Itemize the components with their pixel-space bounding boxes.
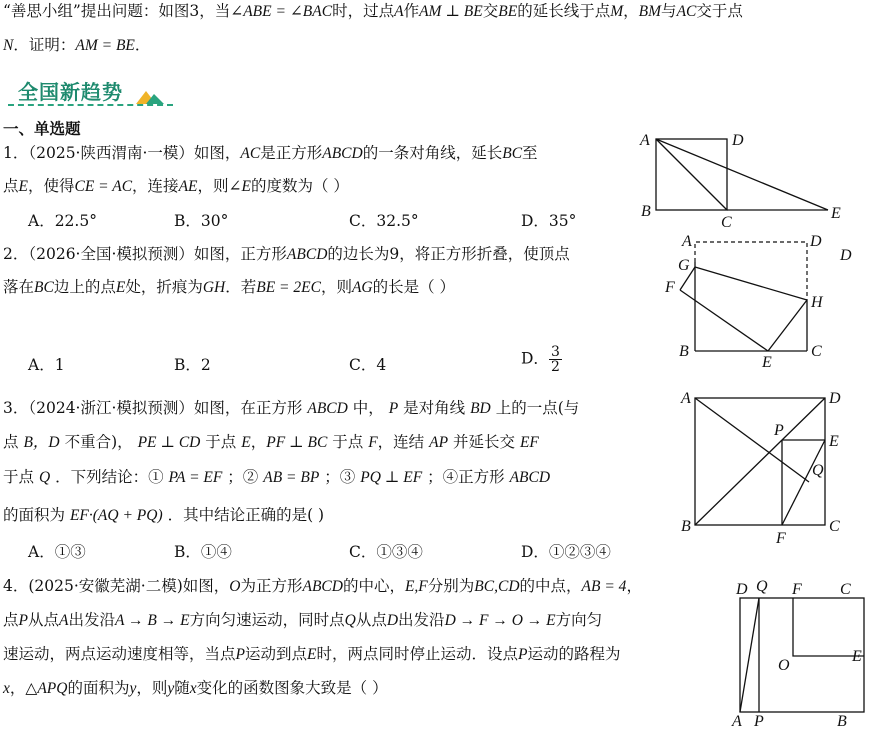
text: ，则 — [136, 679, 168, 697]
math: AB = BP — [263, 469, 320, 486]
math: APQ — [37, 680, 68, 697]
q2-line-2 — [3, 276, 455, 299]
text: 分别为 — [427, 577, 475, 595]
segment-ae — [656, 139, 828, 210]
text: 中， — [352, 399, 384, 417]
label-e: E — [829, 433, 839, 450]
text: 是对角线 — [403, 399, 466, 417]
text: 的面积为 — [3, 506, 66, 524]
label-f: F — [792, 581, 802, 598]
q2-line-1 — [3, 243, 570, 266]
segment-fe — [680, 290, 768, 351]
text: ．其中结论正确的是( ) — [167, 506, 325, 524]
text: 出发沿 — [68, 611, 115, 629]
math: P — [388, 400, 399, 417]
math: D — [386, 612, 399, 629]
text: 运动到点 — [244, 645, 307, 663]
text: 交于点 — [696, 2, 743, 20]
label-p: P — [754, 713, 764, 729]
text: ，△ — [9, 679, 38, 697]
q1-line-2 — [3, 175, 349, 198]
text: 点 — [3, 177, 19, 195]
label-d: D — [732, 132, 744, 149]
q4-line-2 — [3, 609, 602, 632]
label-d: D — [829, 390, 841, 407]
text: ．若 — [225, 278, 257, 296]
math: P — [517, 646, 528, 663]
q4-line-3 — [3, 643, 620, 666]
text: ；② — [227, 468, 259, 486]
text: 与 — [661, 2, 677, 20]
text: ． — [134, 36, 151, 54]
math: BD — [470, 400, 491, 417]
text: 的边长为9，将正方形折叠，使顶点 — [327, 245, 570, 263]
label-f: F — [665, 279, 675, 296]
label-a: A — [681, 390, 691, 407]
q1-option-c[interactable]: C．32.5° — [349, 212, 419, 230]
text: 于点 — [332, 433, 364, 451]
q2-option-b[interactable]: B．2 — [174, 356, 211, 374]
text: ，则 — [320, 278, 352, 296]
math: D → F → O → E — [444, 612, 556, 629]
text: ，使得 — [27, 177, 75, 195]
label-e: E — [852, 648, 862, 665]
math: E — [18, 178, 28, 195]
q2-option-d[interactable] — [521, 345, 562, 374]
text: 速运动，两点运动速度相等，当点 — [3, 645, 236, 663]
math: B，D — [23, 434, 60, 451]
math: GH — [202, 279, 226, 296]
math: ABCD — [286, 246, 328, 263]
text: 的一条对角线，延长 — [362, 144, 503, 162]
text: 的延长线于点 — [517, 2, 611, 20]
segment-eh — [768, 300, 807, 351]
label-c: C — [840, 581, 851, 598]
math: x — [189, 680, 197, 697]
q1-option-a[interactable]: A．22.5° — [28, 212, 97, 230]
math: M — [610, 3, 624, 20]
text: 的面积为 — [67, 679, 130, 697]
q3-line-3 — [3, 466, 550, 489]
text: ，则 — [197, 177, 229, 195]
text: 点 — [3, 433, 19, 451]
banner-title: 全国新趋势 — [18, 80, 123, 104]
text: ．证明： — [13, 36, 76, 54]
math: ABCD — [509, 469, 551, 486]
label-q: Q — [812, 462, 824, 479]
text: 并延长交 — [453, 433, 516, 451]
label-b: B — [681, 518, 691, 535]
text: ，连结 — [377, 433, 425, 451]
label-a: A — [640, 132, 650, 149]
label-c: C — [829, 518, 840, 535]
math: AM ⊥ BE — [419, 3, 483, 20]
q2-option-a[interactable]: A．1 — [28, 356, 65, 374]
text: 不重合)， — [64, 433, 133, 451]
math: P — [235, 646, 245, 663]
text: 3．（2024·浙江·模拟预测）如图，在正方形 — [3, 399, 303, 417]
q3-line-1 — [3, 397, 579, 420]
math: E — [307, 646, 317, 663]
math: AG — [351, 279, 373, 296]
math: ∠ABE = ∠BAC — [230, 3, 333, 20]
original-top-edge — [695, 242, 807, 300]
math: PF ⊥ BC — [266, 434, 328, 451]
text: 交 — [482, 2, 499, 20]
text: 变化的函数图象大致是（ ） — [196, 679, 388, 697]
q1-figure — [636, 128, 851, 230]
q3-line-2 — [3, 431, 539, 454]
crease-gh — [695, 267, 807, 300]
banner-rule — [8, 104, 173, 106]
label-b: B — [679, 343, 689, 360]
segment-aq — [740, 598, 759, 712]
label-g: G — [678, 257, 690, 274]
text: “善思小组”提出问题：如图3，当 — [3, 2, 231, 20]
text: 落在 — [3, 278, 35, 296]
q3-line-4 — [3, 504, 324, 527]
q4-figure — [726, 572, 876, 729]
q1-line-1 — [3, 142, 538, 165]
intro-line-2 — [3, 34, 150, 57]
intro-line-1 — [3, 0, 743, 23]
q2-figure — [660, 230, 870, 370]
math: ABCD — [307, 400, 348, 417]
diagonal-ac — [656, 139, 727, 210]
text: 上的一点(与 — [495, 399, 580, 417]
math: CE = AC — [74, 178, 133, 195]
text: 至 — [522, 144, 538, 162]
label-c: C — [721, 214, 732, 230]
math: AE — [178, 178, 198, 195]
text: 的中点， — [519, 577, 582, 595]
math: EF·(AQ + PQ) — [69, 507, 163, 524]
q3-option-b[interactable]: B．①④ — [174, 543, 232, 561]
math: EF — [519, 434, 539, 451]
text: ；④正方形 — [427, 468, 505, 486]
math: x — [3, 680, 10, 697]
math: BE = 2EC — [256, 279, 321, 296]
math: AC — [240, 145, 261, 162]
text: ；③ — [324, 468, 356, 486]
math: AM = BE — [75, 37, 135, 54]
text: 随 — [174, 679, 190, 697]
label-e: E — [831, 205, 841, 222]
text: 为正方形 — [240, 577, 303, 595]
math: N — [3, 37, 14, 54]
math: BC,CD — [474, 578, 520, 595]
math: P — [18, 612, 28, 629]
text: 方向匀速运动，同时点 — [189, 611, 345, 629]
math: F — [368, 434, 378, 451]
text: 处，折痕为 — [125, 278, 203, 296]
math: AB = 4 — [581, 578, 627, 595]
label-f: F — [776, 530, 786, 547]
text: 时，过点 — [332, 2, 395, 20]
mountain-icon — [136, 88, 166, 104]
q4-line-4 — [3, 677, 388, 700]
text: 从点 — [355, 611, 387, 629]
segment-fe — [782, 440, 825, 525]
label-b: B — [641, 203, 651, 220]
text: ， — [250, 433, 267, 451]
math: ABCD — [322, 145, 363, 162]
math: ∠E — [228, 178, 251, 195]
section-banner — [8, 74, 173, 106]
q1-option-d[interactable]: D．35° — [521, 212, 577, 230]
label-b: B — [837, 713, 847, 729]
text: 4．(2025·安徽芜湖·二模)如图， — [3, 577, 230, 595]
math: PA = EF — [168, 469, 223, 486]
math: y — [129, 680, 137, 697]
math: O — [229, 578, 241, 595]
math: BM — [638, 3, 662, 20]
math: A → B → E — [114, 612, 190, 629]
text: 1．（2025·陕西渭南·一模）如图， — [3, 144, 241, 162]
math: Q — [344, 612, 356, 629]
diagonal-bd — [695, 398, 825, 525]
text: ， — [623, 2, 639, 20]
q3-option-c[interactable]: C．①③④ — [349, 543, 423, 561]
label-d-outer: D — [840, 247, 852, 264]
q3-option-a[interactable]: A．①③ — [28, 543, 86, 561]
math: E,F — [404, 578, 428, 595]
option-label: D． — [521, 349, 549, 368]
text: 运动的路程为 — [527, 645, 621, 663]
text: 于点 — [205, 433, 237, 451]
label-a: A — [682, 233, 692, 250]
label-p: P — [774, 422, 784, 439]
q2-option-c[interactable]: C．4 — [349, 356, 387, 374]
math: AP — [429, 434, 449, 451]
label-c: C — [811, 343, 822, 360]
text: ．下列结论：① — [55, 468, 164, 486]
label-d: D — [810, 233, 822, 250]
math: AC — [676, 3, 697, 20]
math: BC — [502, 145, 523, 162]
text: ，连接 — [132, 177, 179, 195]
text: 边上的点 — [53, 278, 116, 296]
text: 的度数为（ ） — [250, 177, 349, 195]
text: ， — [626, 577, 642, 595]
math: E — [115, 279, 126, 296]
text: 的长是（ ） — [372, 278, 456, 296]
text: 时，两点同时停止运动．设点 — [316, 645, 518, 663]
fraction — [549, 345, 562, 374]
math: Q — [38, 469, 51, 486]
math: BE — [498, 3, 518, 20]
math: A — [59, 612, 69, 629]
math: ABCD — [302, 578, 343, 595]
label-o: O — [778, 657, 790, 674]
section-title: 一、单选题 — [3, 119, 81, 138]
text: 是正方形 — [260, 144, 323, 162]
text: 出发沿 — [398, 611, 445, 629]
label-q: Q — [756, 578, 768, 595]
q3-option-d[interactable]: D．①②③④ — [521, 543, 611, 561]
text: 从点 — [27, 611, 59, 629]
text: 作 — [403, 2, 420, 20]
q1-option-b[interactable]: B．30° — [174, 212, 229, 230]
text: 2．（2026·全国·模拟预测）如图，正方形 — [3, 245, 287, 263]
q4-line-1 — [3, 575, 642, 598]
math: PQ ⊥ EF — [360, 469, 423, 486]
text: 于点 — [3, 468, 35, 486]
text: 点 — [3, 611, 19, 629]
label-h: H — [811, 294, 823, 311]
math: y — [167, 680, 175, 697]
label-a: A — [732, 713, 742, 729]
math: E — [241, 434, 251, 451]
label-d: D — [736, 581, 748, 598]
text: 方向匀 — [555, 611, 603, 629]
text: 的中心， — [342, 577, 405, 595]
numerator: 3 — [550, 344, 560, 360]
label-e: E — [762, 354, 772, 370]
math: BC — [34, 279, 54, 296]
math: A — [394, 3, 404, 20]
q3-figure — [675, 385, 875, 550]
denominator: 2 — [550, 359, 560, 375]
math: PE ⊥ CD — [137, 434, 201, 451]
